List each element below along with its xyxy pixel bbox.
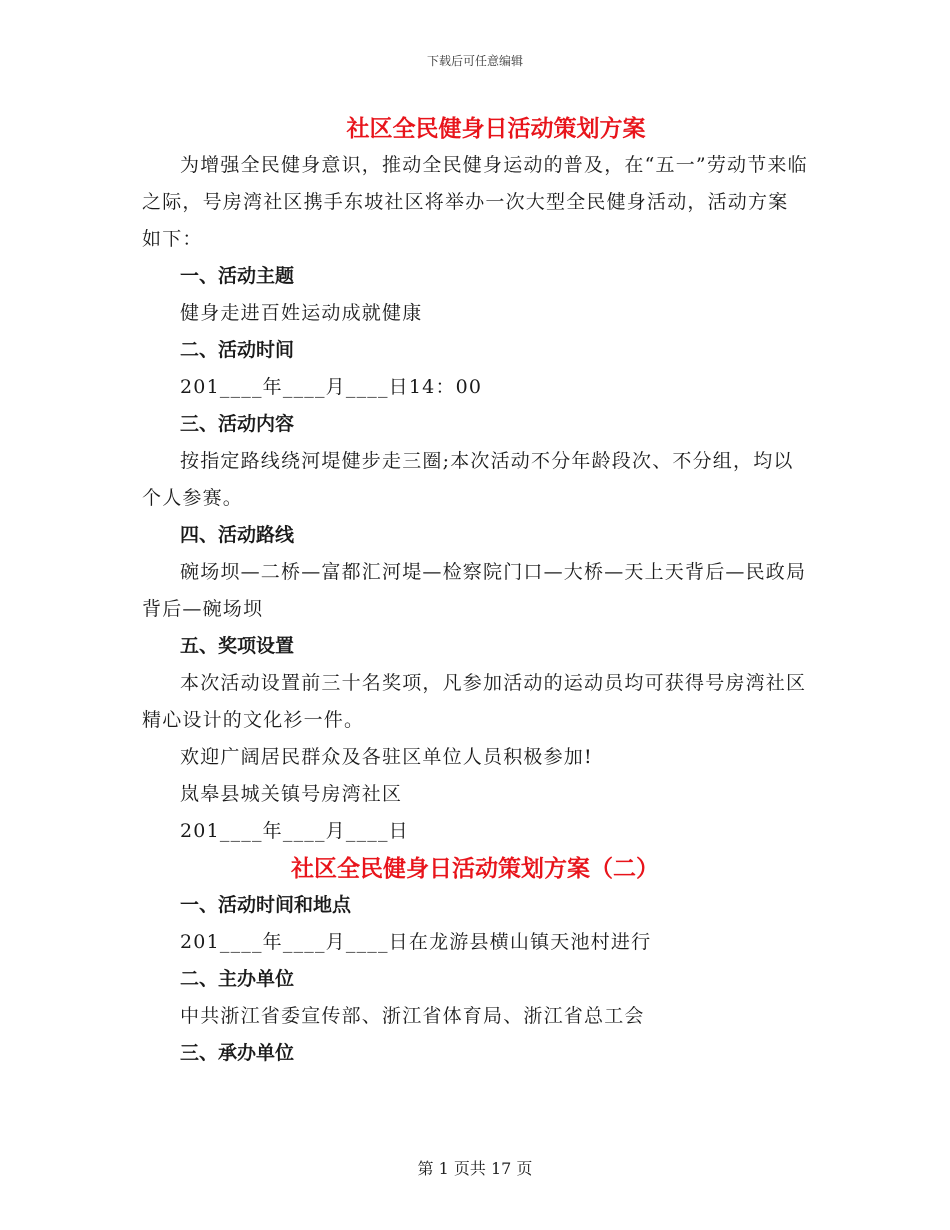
section2-host-text: 中共浙江省委宣传部、浙江省体育局、浙江省总工会 [180,1005,645,1027]
section1-content-text: 按指定路线绕河堤健步走三圈;本次活动不分年龄段次、不分组，均以个人参赛。 [142,450,794,509]
section1-heading-awards: 五、奖项设置 [180,635,295,657]
section1-route-text: 碗场坝—二桥—富都汇河堤—检察院门口—大桥—天上天背后—民政局背后—碗场坝 [142,561,807,620]
header-note: 下载后可任意编辑 [426,54,523,68]
section1-title: 社区全民健身日活动策划方案 [346,115,646,142]
section2-heading-undertaker: 三、承办单位 [180,1042,295,1064]
section2-heading-time-place: 一、活动时间和地点 [180,894,352,916]
section1-heading-theme: 一、活动主题 [180,265,295,287]
section2-time-place-text: 201____年____月____日在龙游县横山镇天池村进行 [180,931,652,953]
document-content [142,110,808,1072]
section1-heading-route: 四、活动路线 [180,524,295,546]
section1-intro: 为增强全民健身意识，推动全民健身运动的普及，在“五一”劳动节来临之际，号房湾社区携手东坡社区将举办一次大型全民健身活动，活动方案如下： [142,154,808,250]
page-footer: 第 1 页共 17 页 [417,1159,533,1178]
section1-organizer-text: 岚皋县城关镇号房湾社区 [180,783,403,805]
section1-date-text: 201____年____月____日 [180,820,409,842]
section2-heading-host: 二、主办单位 [180,968,295,990]
section2-title: 社区全民健身日活动策划方案（二） [291,855,659,882]
section1-heading-content: 三、活动内容 [180,413,295,435]
section1-awards-text: 本次活动设置前三十名奖项，凡参加活动的运动员均可获得号房湾社区精心设计的文化衫一件。 [142,672,807,731]
section1-time-text: 201____年____月____日14：00 [180,376,483,398]
section1-welcome-text: 欢迎广阔居民群众及各驻区单位人员积极参加! [180,746,593,768]
section1-theme-text: 健身走进百姓运动成就健康 [180,302,423,324]
section1-heading-time: 二、活动时间 [180,339,295,361]
